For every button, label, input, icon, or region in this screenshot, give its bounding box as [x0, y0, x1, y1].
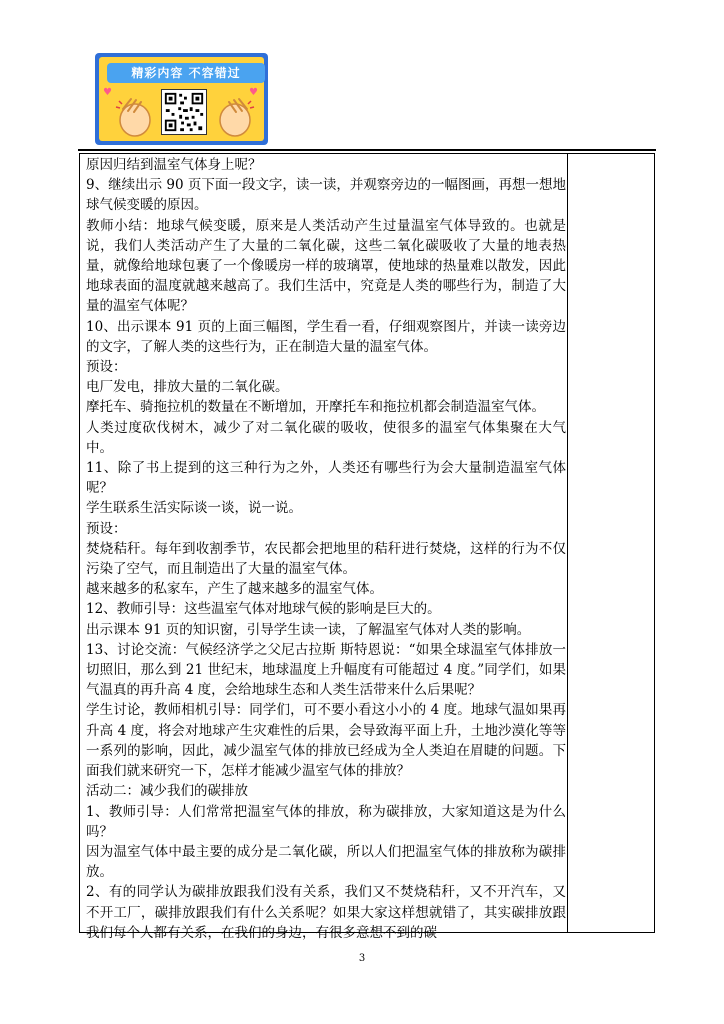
paragraph: 1、教师引导：人们常常把温室气体的排放，称为碳排放，大家知道这是为什么吗？ [86, 803, 566, 840]
paragraph: 学生讨论，教师相机引导：同学们，可不要小看这小小的 4 度。地球气温如果再升高 4 度，将会对地球产生灾难性的后果，会导致海平面上升，土地沙漠化等等一系列的影响，因此，减少温室气体的排放已经成为全人类迫在眉睫的问题。下面我们就来研究一下，怎样才能减少温室气体的排放？ [86, 702, 566, 780]
table-column-divider [567, 153, 568, 933]
paragraph: 12、教师引导：这些温室气体对地球气候的影响是巨大的。 [86, 601, 441, 618]
header-rule [78, 149, 656, 151]
paragraph: 原因归结到温室气体身上呢？ [86, 157, 262, 173]
qr-code-icon[interactable] [161, 89, 207, 135]
heart-icon: ♥ [103, 87, 112, 98]
paragraph: 预设： [86, 520, 127, 537]
paragraph: 教师小结：地球气候变暖，原来是人类活动产生过量温室气体导致的。也就是说，我们人类活动产生了大量的二氧化碳，这些二氧化碳吸收了大量的地表热量，就像给地球包裹了一个像暖房一样的玻璃罩，使地球的热量难以散发，因此地球表面的温度就越来越高了。我们生活中，究竟是人类的哪些行为，制造了大量的温室气体呢？ [86, 217, 566, 315]
paragraph: 越来越多的私家车，产生了越来越多的温室气体。 [86, 581, 383, 598]
section-heading: 活动二：减少我们的碳排放 [86, 783, 248, 800]
clapping-hands-icon [111, 93, 157, 139]
paragraph: 预设： [86, 359, 127, 376]
page-number: 3 [358, 953, 366, 964]
paragraph: 9、继续出示 90 页下面一段文字，读一读，并观察旁边的一幅图画，再想一想地球气候变暖的原因。 [86, 177, 566, 214]
paragraph: 11、除了书上提到的这三种行为之外，人类还有哪些行为会大量制造温室气体呢？ [86, 460, 566, 497]
banner-title: 精彩内容 不容错过 [107, 63, 265, 83]
paragraph: 摩托车、骑拖拉机的数量在不断增加，开摩托车和拖拉机都会制造温室气体。 [86, 399, 545, 416]
banner-background [99, 57, 264, 141]
paragraph: 学生联系生活实际谈一谈，说一说。 [86, 500, 302, 517]
paragraph: 2、有的同学认为碳排放跟我们没有关系，我们又不焚烧秸秆，又不开汽车，又不开工厂，碳排放跟我们有什么关系呢？如果大家这样想就错了，其实碳排放跟我们每个人都有关系，在我们的身边，有很多意想不到的碳 [86, 884, 566, 941]
lesson-content-cell [86, 155, 566, 943]
promo-banner[interactable] [95, 53, 268, 145]
paragraph: 人类过度砍伐树木，减少了对二氧化碳的吸收，使很多的温室气体集聚在大气中。 [86, 419, 566, 456]
paragraph: 出示课本 91 页的知识窗，引导学生读一读，了解温室气体对人类的影响。 [86, 621, 531, 638]
paragraph: 焚烧秸秆。每年到收割季节，农民都会把地里的秸秆进行焚烧，这样的行为不仅污染了空气，而且制造出了大量的温室气体。 [86, 540, 566, 578]
paragraph: 因为温室气体中最主要的成分是二氧化碳，所以人们把温室气体的排放称为碳排放。 [86, 843, 566, 881]
clapping-hands-icon [213, 93, 259, 139]
paragraph: 电厂发电，排放大量的二氧化碳。 [86, 379, 289, 396]
paragraph: 13、讨论交流：气候经济学之父尼古拉斯 斯特恩说：“如果全球温室气体排放一切照旧，那么到 21 世纪末，地球温度上升幅度有可能超过 4 度。”同学们，如果气温真的再升高 4 度，会给地球生态和人类生活带来什么后果呢？ [86, 641, 566, 699]
paragraph: 10、出示课本 91 页的上面三幅图，学生看一看，仔细观察图片，并读一读旁边的文字，了解人类的这些行为，正在制造大量的温室气体。 [86, 318, 566, 355]
heart-icon: ♥ [249, 87, 258, 98]
